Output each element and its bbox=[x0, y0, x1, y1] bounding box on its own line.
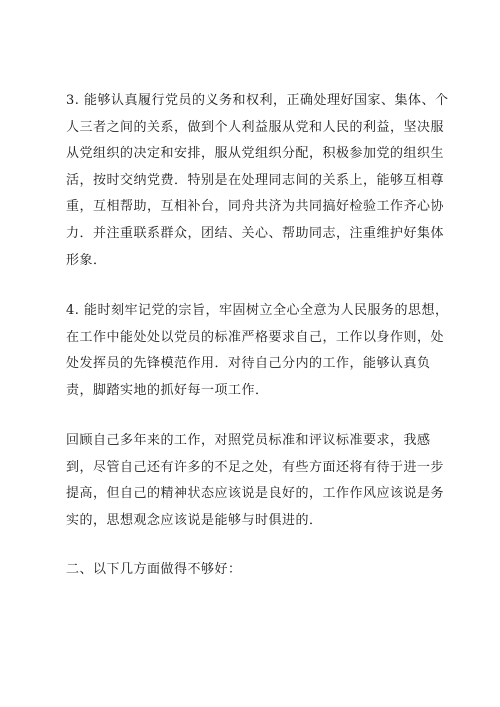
text-line: 重，互相帮助，互相补台，同舟共济为共同搞好检验工作齐心协 bbox=[66, 199, 445, 215]
text-line: 回顾自己多年来的工作，对照党员标准和评议标准要求，我感 bbox=[66, 433, 431, 448]
text-line: 处发挥员的先锋模范作用．对待自己分内的工作，能够认真负 bbox=[66, 356, 431, 372]
text-line: 形象． bbox=[66, 252, 107, 268]
heading-line: 二、以下几方面做得不够好： bbox=[66, 562, 242, 577]
text-line: 3. 能够认真履行党员的义务和权利，正确处理好国家、集体、个 bbox=[66, 93, 449, 108]
text-line: 从党组织的决定和安排，服从党组织分配，积极参加党的组织生 bbox=[66, 146, 445, 162]
paragraph-party-purpose bbox=[66, 298, 449, 404]
paragraph-obligations bbox=[66, 88, 449, 274]
text-line: 4. 能时刻牢记党的宗旨，牢固树立全心全意为人民服务的思想， bbox=[66, 303, 449, 318]
paragraph-review bbox=[66, 428, 445, 534]
text-line: 到，尽管自己还有许多的不足之处，有些方面还将有待于进一步 bbox=[66, 459, 445, 475]
text-line: 人三者之间的关系，做到个人利益服从党和人民的利益，坚决服 bbox=[66, 119, 445, 135]
text-line: 责，脚踏实地的抓好每一项工作． bbox=[66, 382, 269, 398]
text-line: 实的，思想观念应该说是能够与时俱进的． bbox=[66, 512, 323, 528]
text-line: 提高，但自己的精神状态应该说是良好的，工作作风应该说是务 bbox=[66, 486, 445, 502]
text-line: 活，按时交纳党费．特别是在处理同志间的关系上，能够互相尊 bbox=[66, 172, 445, 188]
section-heading bbox=[66, 557, 438, 584]
text-line: 力．并注重联系群众，团结、关心、帮助同志，注重维护好集体 bbox=[66, 225, 445, 241]
text-line: 在工作中能处处以党员的标准严格要求自己，工作以身作则，处 bbox=[66, 329, 445, 345]
